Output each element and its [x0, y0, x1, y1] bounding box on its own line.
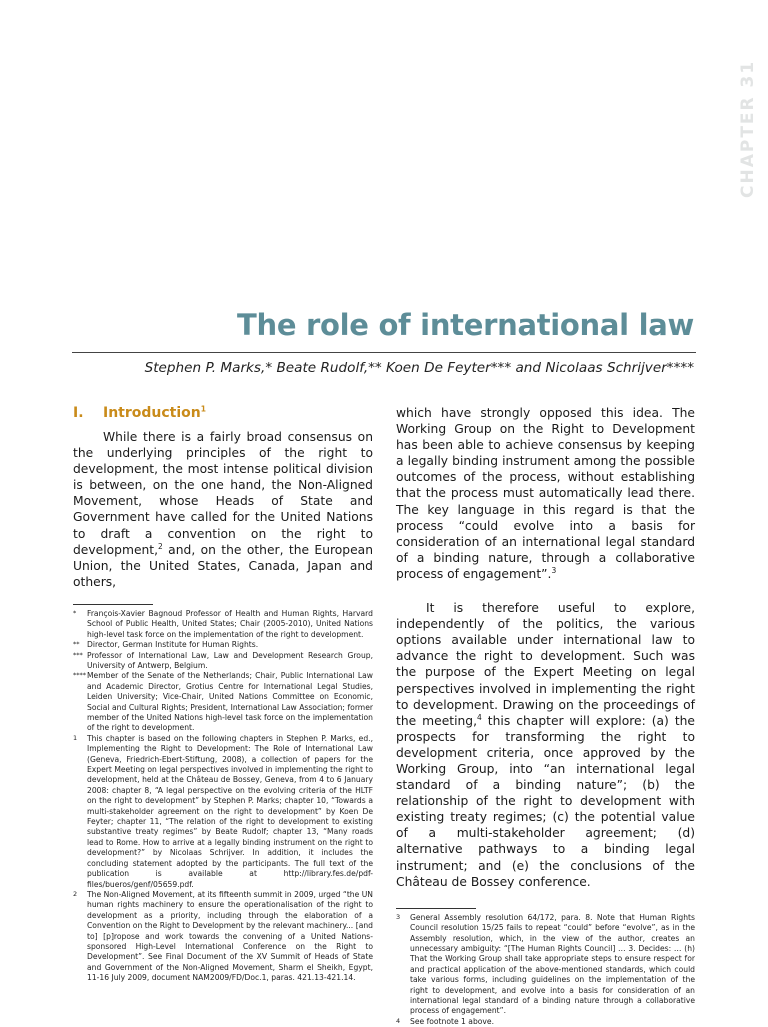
footnote-text: The Non-Aligned Movement, at its fifteenth summit in 2009, urged “the UN human rights machinery to ensure the operationalisation of the right to development as a priority, including through the elaboration of a Convention on the Right to Development by the relevant machinery... [and to] [p]ropose and work towards the convening of a United Nations-sponsored High-Level International Conference on the Right to Development”. See Final Document of the XV Summit of Heads of State and Government of the Non-Aligned Movement, Sharm el Sheikh, Egypt, 11-16 July 2009, document NAM2009/FD/Doc.1, paras. 421.13-421.14.: [87, 889, 373, 983]
footnote: [73, 734, 373, 890]
footnote: [73, 609, 373, 640]
title-rule: [72, 352, 696, 353]
footnote: [73, 651, 373, 672]
footnote: [73, 890, 373, 984]
authors-line: Stephen P. Marks,* Beate Rudolf,** Koen De Feyter*** and Nicolaas Schrijver****: [144, 360, 694, 376]
footnote-text: See footnote 1 above.: [410, 1016, 494, 1026]
right-p2-text-a: It is therefore useful to explore, independently of the politics, the various options available under international law to advance the right to development. Such was the purpose of the Expert Meeting on legal perspectives involved in implementing the right to development. Drawing on the proceedings of the meeting,: [396, 601, 695, 728]
chapter-tab: [730, 24, 768, 204]
footnote-text: François-Xavier Bagnoud Professor of Health and Human Rights, Harvard School of Public Health, United States; Chair (2005-2010), United Nations high-level task force on the implementation of the right to development.: [87, 608, 373, 639]
footnote-text: This chapter is based on the following chapters in Stephen P. Marks, ed., Implementing the Right to Development: The Role of International Law (Geneva, Friedrich-Ebert-Stiftung, 2008), a collection of papers for the Expert Meeting on legal perspectives involved in implementing the right to development, held at the Château de Bossey, Geneva, from 4 to 6 January 2008: chapter 8, “A legal perspective on the evolving criteria of the HLTF on the right to development” by Stephen P. Marks; chapter 10, “Towards a multi-stakeholder agreement on the right to development” by Koen De Feyter; chapter 11, “The relation of the right to development to existing substantive treaty regimes” by Beate Rudolf; chapter 13, “Many roads lead to Rome. How to arrive at a legally binding instrument on the right to development?” by Nicolaas Schrijver. In addition, it includes the concluding statement adopted by the participants. The full text of the publication is available at http://library.fes.de/pdf-files/bueros/genf/05659.pdf.: [87, 733, 373, 889]
footnote-marker: **: [73, 640, 80, 649]
footnote-marker: ***: [73, 650, 83, 659]
intro-text-a: While there is a fairly broad consensus on the underlying principles of the right to development, the most intense political division is between, on the one hand, the Non-Aligned Movement, whose Heads of State and Government have called for the United Nations to draft a convention on the right to development,: [73, 430, 373, 557]
footnote-text: Professor of International Law, Law and Development Research Group, University of Antwerp, Belgium.: [87, 650, 373, 670]
chapter-title: The role of international law: [237, 308, 694, 342]
section-number: I.: [73, 405, 84, 421]
footnote-rule-right: [396, 908, 476, 909]
footnote: [396, 1017, 695, 1027]
footnote-marker: 2: [73, 889, 78, 898]
footnote-text: Director, German Institute for Human Rights.: [87, 640, 259, 650]
section-title: [103, 405, 206, 421]
left-column: [73, 405, 373, 984]
left-footnotes: [73, 609, 373, 984]
footnote-text: General Assembly resolution 64/172, para. 8. Note that Human Rights Council resolution 15/25 fails to repeat “could” before “evolve”, as in the Assembly resolution, which, in the view of the author, creates an unnecessary ambiguity: “[The Human Rights Council] … 3. Decides: … (h) That the Working Group shall take appropriate steps to ensure respect for and practical application of the above-mentioned standards, which could take various forms, including guidelines on the implementation of the right to development, and evolve into a basis for consideration of an international legal standard of a binding nature through a collaborative process of engagement”.: [410, 912, 695, 1016]
footnote-ref-4[interactable]: 4: [477, 712, 482, 722]
footnote-rule-left: [73, 604, 153, 605]
footnote-marker: 4: [396, 1016, 401, 1025]
footnote: [73, 640, 373, 650]
intro-text-b: and, on the other, the European Union, the United States, Canada, Japan and others,: [73, 542, 373, 589]
right-paragraph-1: [396, 405, 695, 582]
right-footnotes: [396, 913, 695, 1027]
right-p2-text-b: this chapter will explore: (a) the prospects for transforming the right to development criteria, once approved by the Working Group, into “an international legal standard of a binding nature”; (b) the relationship of the right to development with existing treaty regimes; (c) the potential value of a multi-stakeholder agreement; (d) alternative pathways to a binding legal instrument; and (e) the conclusions of the Château de Bossey conference.: [396, 713, 695, 889]
paragraph-gap: [396, 582, 695, 600]
footnote-marker: 1: [73, 733, 78, 742]
footnote-marker: 3: [396, 912, 401, 921]
right-p1-text: which have strongly opposed this idea. The Working Group on the Right to Development has been able to achieve consensus by keeping a legally binding instrument among the possible outcomes of the process, without establishing that the process must automatically lead there. The key language in this regard is that the process “could evolve into a basis for consideration of an international legal standard of a binding nature, through a collaborative process of engagement”.: [396, 406, 695, 581]
right-column: [396, 405, 695, 1027]
section-title-text: Introduction: [103, 405, 201, 421]
footnote: [396, 913, 695, 1017]
footnote-ref-1[interactable]: 1: [200, 404, 206, 414]
footnote-text: Member of the Senate of the Netherlands; Chair, Public International Law and Academic Director, Grotius Centre for International Legal Studies, Leiden University; Vice-Chair, United Nations Committee on Economic, Social and Cultural Rights; President, International Law Association; former member of the United Nations high-level task force on the implementation of the right to development.: [87, 671, 373, 733]
intro-paragraph: [73, 429, 373, 590]
footnote: [73, 671, 373, 733]
right-paragraph-2: [396, 600, 695, 890]
footnote-ref-3[interactable]: 3: [551, 565, 557, 575]
section-heading: [73, 405, 373, 421]
footnote-ref-2[interactable]: 2: [158, 541, 163, 551]
footnote-marker: *: [73, 608, 77, 617]
chapter-label: CHAPTER 31: [738, 59, 758, 198]
footnote-marker: ****: [73, 671, 86, 680]
